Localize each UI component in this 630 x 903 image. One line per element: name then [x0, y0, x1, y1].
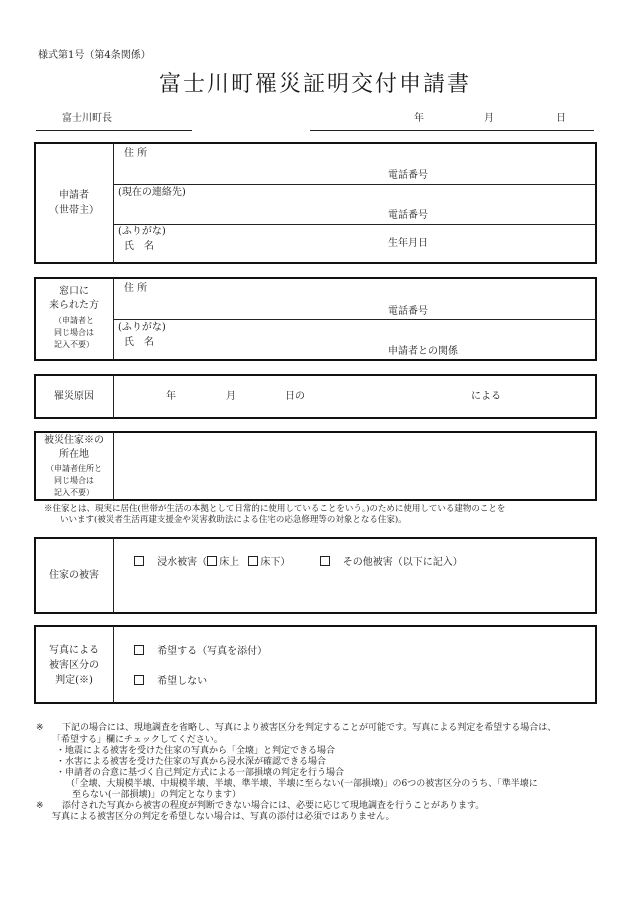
photo-label-2: 被害区分の	[49, 660, 99, 671]
location-section	[34, 431, 597, 501]
location-note-1: （申請者住所と	[46, 464, 102, 473]
applicant-label-sub: （世帯主）	[49, 205, 99, 216]
photo-divider	[113, 626, 114, 703]
applicant-row-line-1	[113, 184, 596, 185]
damage-options-row	[134, 556, 463, 569]
note-mark-1: ※	[36, 723, 44, 733]
date-day-label: 日	[556, 113, 566, 124]
visitor-address-label: 住 所	[124, 283, 148, 294]
applicant-address-label: 住 所	[124, 148, 148, 159]
cause-year-label: 年	[166, 391, 176, 402]
date-month-label: 月	[484, 113, 494, 124]
above-floor-checkbox[interactable]	[207, 556, 217, 566]
photo-no-checkbox[interactable]	[134, 675, 144, 685]
applicant-name-label: 氏 名	[124, 241, 154, 252]
note-mark-2: ※	[36, 801, 44, 811]
applicant-phone-label: 電話番号	[388, 170, 428, 181]
below-floor-checkbox[interactable]	[248, 556, 258, 566]
location-note-3: 記入不要）	[54, 488, 94, 497]
other-damage-label: その他被害（以下に記入）	[342, 557, 463, 568]
visitor-furigana-label: (ふりがな)	[118, 322, 166, 333]
note-bullet-3: ・申請者の合意に基づく自己判定方式による一部損壊の判定を行う場合	[56, 768, 345, 778]
photo-label-3: 判定(※)	[55, 675, 93, 686]
location-label-2: 所在地	[59, 449, 89, 460]
location-note-2: 同じ場合は	[54, 476, 94, 485]
visitor-phone-label: 電話番号	[388, 306, 428, 317]
cause-divider	[113, 375, 114, 418]
photo-label: 写真による	[49, 645, 99, 656]
form-number: 様式第1号（第4条関係）	[38, 50, 151, 61]
note-bullet-2: ・水害による被害を受けた住家の写真から浸水深が確認できる場合	[56, 757, 327, 767]
date-underline	[310, 130, 594, 131]
visitor-note-1: （申請者と	[54, 316, 94, 325]
applicant-divider	[113, 143, 114, 263]
cause-label: 罹災原因	[54, 391, 94, 402]
photo-option-yes	[134, 645, 267, 658]
photo-section	[34, 625, 597, 704]
cause-day-label: 日の	[285, 391, 305, 402]
applicant-phone-label-2: 電話番号	[388, 210, 428, 221]
addressee: 富士川町長	[62, 113, 112, 124]
visitor-label: 窓口に	[59, 286, 89, 297]
flood-label: 浸水被害（	[157, 557, 208, 568]
page-title: 富士川町罹災証明交付申請書	[158, 72, 471, 97]
note-line-1: 下記の場合には、現地調査を省略し、写真により被害区分を判定することが可能です。写真による判定を希望する場合は、	[62, 723, 557, 733]
note-line-3: 添付された写真から被害の程度が判断できない場合には、必要に応じて現地調査を行うことがあります。	[62, 801, 485, 811]
photo-yes-label: 希望する（写真を添付）	[157, 646, 268, 657]
visitor-note-3: 記入不要）	[54, 340, 94, 349]
cause-month-label: 月	[226, 391, 236, 402]
other-damage-checkbox[interactable]	[320, 556, 330, 566]
applicant-label: 申請者	[59, 190, 89, 201]
damage-section	[34, 537, 597, 614]
applicant-birthdate-label: 生年月日	[388, 238, 428, 249]
photo-no-label: 希望しない	[157, 676, 208, 687]
note-line-2: 「希望する」欄にチェックしてください。	[52, 735, 223, 745]
below-floor-label: 床下）	[260, 557, 291, 568]
cause-section	[34, 374, 597, 419]
addressee-underline	[36, 130, 192, 131]
location-footnote-1: ※住家とは、現実に居住(世帯が生活の本拠として日常的に使用していることをいう。)のために使用している建物のことを	[44, 504, 506, 514]
photo-option-no	[134, 675, 207, 688]
visitor-name-label: 氏 名	[124, 337, 154, 348]
flood-checkbox[interactable]	[134, 556, 144, 566]
applicant-furigana-label: (ふりがな)	[118, 226, 166, 237]
visitor-row-line	[113, 319, 596, 320]
damage-divider	[113, 538, 114, 613]
visitor-label-2: 来られた方	[49, 300, 99, 311]
photo-yes-checkbox[interactable]	[134, 645, 144, 655]
note-line-4: 写真による被害区分の判定を希望しない場合は、写真の添付は必須ではありません。	[52, 812, 395, 822]
note-bullet-1: ・地震による被害を受けた住家の写真から「全壊」と判定できる場合	[56, 746, 336, 756]
note-bullet-3-sub-1: （「全壊、大規模半壊、中規模半壊、半壊、準半壊、半壊に至らない(一部損壊)」の6つの被害区分のうち、「準半壊に	[66, 779, 538, 789]
visitor-note-2: 同じ場合は	[54, 328, 94, 337]
damage-label: 住家の被害	[49, 570, 99, 581]
cause-by-label: による	[471, 391, 501, 402]
applicant-contact-label: (現在の連絡先)	[118, 187, 186, 198]
location-divider	[113, 432, 114, 500]
date-year-label: 年	[414, 113, 424, 124]
note-bullet-3-sub-2: 至らない(一部損壊)」の判定となります）	[72, 790, 242, 800]
location-footnote-2: いいます(被災者生活再建支援金や災害救助法による住宅の応急修理等の対象となる住家)。	[60, 515, 407, 525]
applicant-section	[34, 142, 597, 264]
applicant-row-line-2	[113, 224, 596, 225]
above-floor-label: 床上	[219, 557, 240, 568]
visitor-relation-label: 申請者との関係	[388, 346, 458, 357]
location-label: 被災住家※の	[44, 435, 104, 446]
